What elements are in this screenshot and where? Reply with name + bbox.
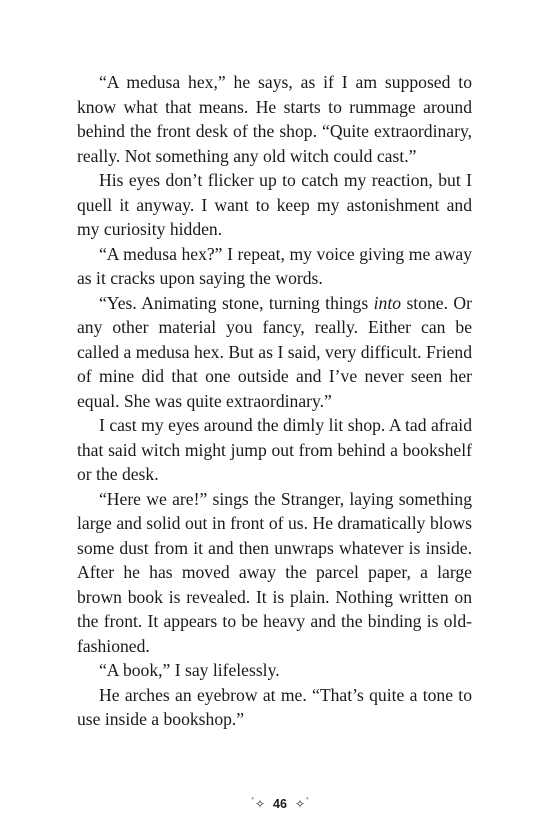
page-footer	[0, 792, 560, 812]
paragraph-2: His eyes don’t flicker up to catch my reaction, but I quell it anyway. I want to keep my astonishment and my curiosity hidden.	[77, 170, 472, 239]
paragraph-7: “A book,” I say lifelessly.	[99, 660, 280, 680]
page-number: 46	[273, 797, 287, 811]
sparkle-left-icon: ✧	[254, 797, 266, 811]
paragraph-1: “A medusa hex,” he says, as if I am supposed to know what that means. He starts to rummage around behind the front desk of the shop. “Quite extraordinary, really. Not something any old witch could cast.”	[77, 72, 472, 166]
paragraph-4: “Yes. Animating stone, turning things into stone. Or any other material you fancy, really. Either can be called a medusa hex. But as I said, very difficult. Friend of mine did that one outside and I’ve never seen her equal. She was quite extraordinary.”	[77, 292, 472, 411]
page-body	[77, 70, 472, 732]
paragraph-3: “A medusa hex?” I repeat, my voice giving me away as it cracks upon saying the words.	[77, 243, 472, 288]
sparkle-right-icon: ✧	[294, 797, 306, 811]
paragraph-6: “Here we are!” sings the Stranger, laying something large and solid out in front of us. He dramatically blows some dust from it and then unwraps whatever is inside. After he has moved away the parcel paper, a large brown book is revealed. It is plain. Nothing written on the front. It appears to be heavy and the binding is old-fashioned.	[77, 488, 472, 656]
paragraph-8: He arches an eyebrow at me. “That’s quite a tone to use inside a bookshop.”	[77, 684, 472, 729]
sparkle-dot-icon: ⁺	[305, 795, 310, 804]
sparkle-dot-icon: ⁺	[250, 795, 255, 804]
emphasis-into: into	[373, 292, 402, 313]
paragraph-5: I cast my eyes around the dimly lit shop. A tad afraid that said witch might jump out from behind a bookshelf or the desk.	[77, 415, 472, 484]
